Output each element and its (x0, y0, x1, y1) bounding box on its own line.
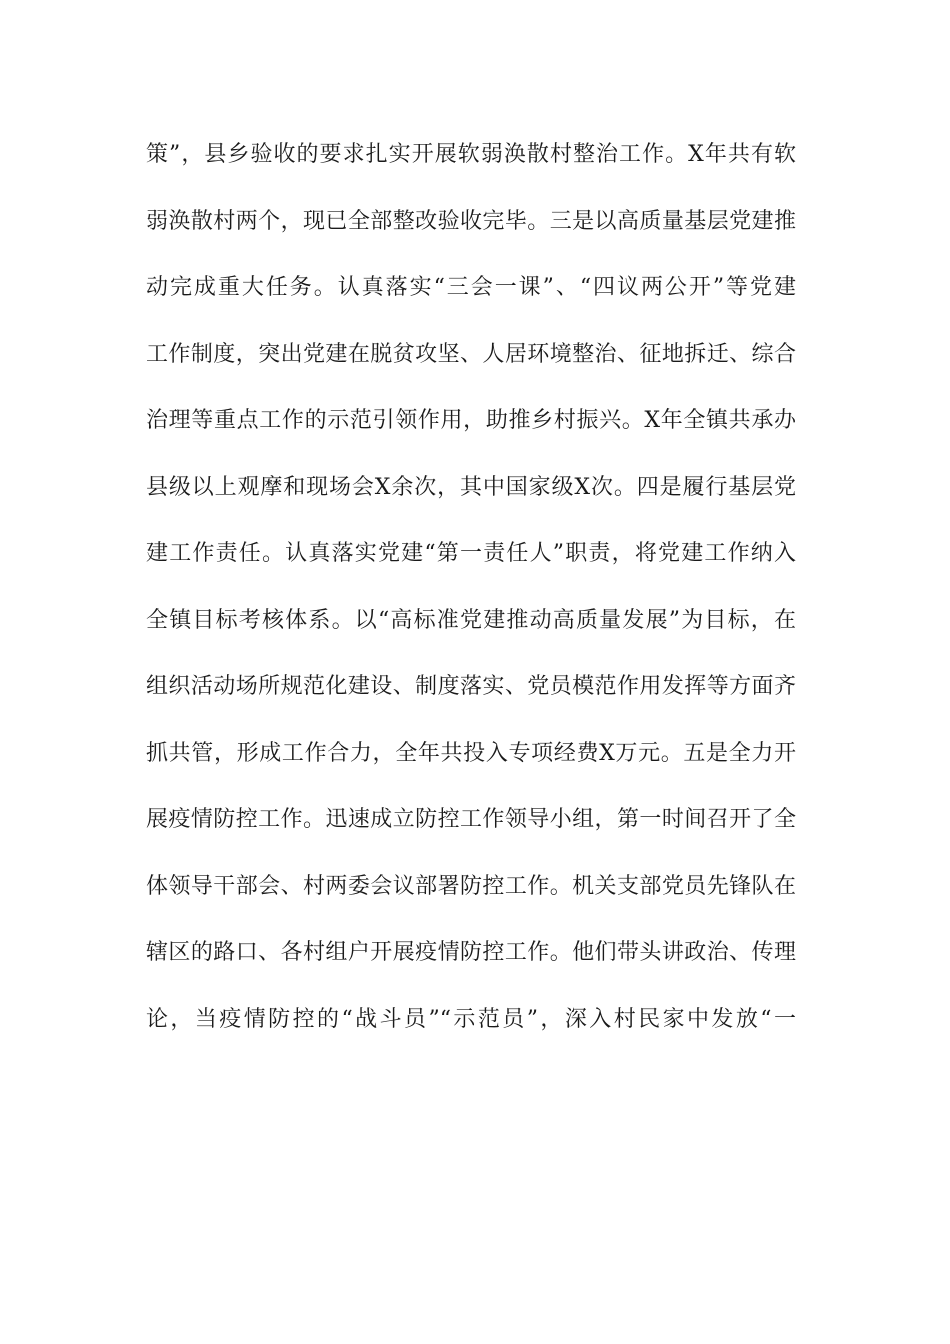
body-text (146, 130, 796, 1061)
text-line: 辖区的路口、各村组户开展疫情防控工作。他们带头讲政治、传理 (146, 940, 796, 965)
text-line: 展疫情防控工作。迅速成立防控工作领导小组，第一时间召开了全 (146, 807, 796, 832)
text-line: 弱涣散村两个，现已全部整改验收完毕。三是以高质量基层党建推 (146, 208, 796, 234)
text-line: 策”，县乡验收的要求扎实开展软弱涣散村整治工作。X年共有软 (146, 142, 796, 167)
text-line: 工作制度，突出党建在脱贫攻坚、人居环境整治、征地拆迁、综合 (146, 341, 796, 367)
text-line: 抓共管，形成工作合力，全年共投入专项经费X万元。五是全力开 (146, 740, 796, 766)
text-line: 体领导干部会、村两委会议部署防控工作。机关支部党员先锋队在 (146, 873, 796, 899)
text-line: 论，当疫情防控的“战斗员”“示范员”，深入村民家中发放“一 (146, 1006, 796, 1032)
text-line: 县级以上观摩和现场会X余次，其中国家级X次。四是履行基层党 (146, 474, 796, 500)
text-line: 全镇目标考核体系。以“高标准党建推动高质量发展”为目标，在 (146, 607, 796, 633)
text-line: 组织活动场所规范化建设、制度落实、党员模范作用发挥等方面齐 (146, 674, 796, 699)
text-line: 动完成重大任务。认真落实“三会一课”、“四议两公开”等党建 (146, 275, 796, 300)
text-line: 建工作责任。认真落实党建“第一责任人”职责，将党建工作纳入 (146, 541, 796, 566)
text-line: 治理等重点工作的示范引领作用，助推乡村振兴。X年全镇共承办 (146, 408, 796, 433)
